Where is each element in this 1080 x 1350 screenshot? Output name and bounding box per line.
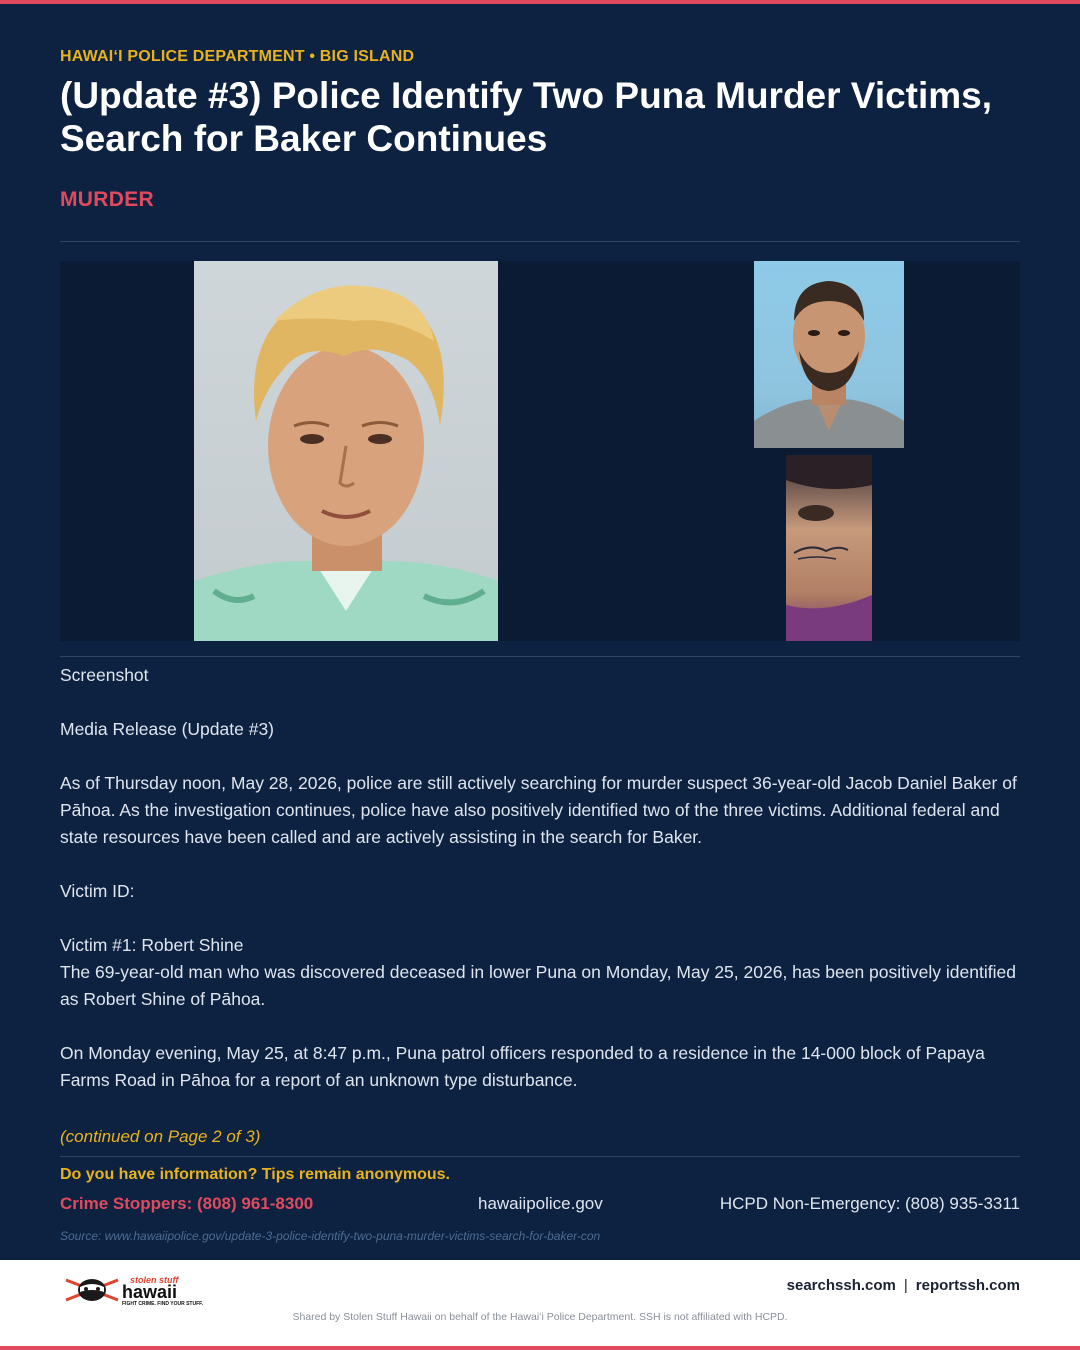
searchssh-link[interactable]: searchssh.com	[786, 1277, 896, 1294]
ssh-logo[interactable]	[64, 1272, 204, 1306]
victim-portrait-photo	[754, 261, 904, 448]
suspect-photo-illustration	[194, 261, 498, 641]
page-title: (Update #3) Police Identify Two Puna Murder Victims, Search for Baker Continues	[60, 75, 993, 159]
divider	[60, 241, 1020, 242]
link-separator: |	[903, 1277, 908, 1294]
police-website-link[interactable]: hawaiipolice.gov	[478, 1194, 603, 1213]
contact-row	[60, 1194, 1020, 1218]
category-label: MURDER	[60, 188, 154, 211]
tips-headline: Do you have information? Tips remain anonymous.	[60, 1166, 450, 1183]
footer	[0, 1260, 1080, 1346]
svg-text:stolen stuff: stolen stuff	[130, 1275, 179, 1285]
victim-id-heading: Victim ID:	[60, 881, 135, 901]
tattoo-photo-illustration	[786, 455, 872, 641]
victim-photo-illustration	[754, 261, 904, 448]
footer-links	[787, 1277, 1020, 1294]
divider	[60, 1156, 1020, 1157]
divider	[60, 656, 1020, 657]
paragraph: As of Thursday noon, May 28, 2026, police are still actively searching for murder suspect 36-year-old Jacob Daniel Baker of Pāhoa. As the investigation continues, police have also positively identified two of the three victims. Additional federal and state resources have been called and are actively assisting in the search for Baker.	[60, 773, 1017, 847]
continued-note: (continued on Page 2 of 3)	[60, 1127, 261, 1146]
ssh-logo-icon	[64, 1272, 204, 1306]
paragraph: On Monday evening, May 25, at 8:47 p.m., Puna patrol officers responded to a residence in the 14-000 block of Papaya Farms Road in Pāhoa for a report of an unknown type disturbance.	[60, 1043, 985, 1090]
svg-text:FIGHT CRIME. FIND YOUR STUFF.: FIGHT CRIME. FIND YOUR STUFF.	[122, 1301, 204, 1306]
non-emergency-phone[interactable]: HCPD Non-Emergency: (808) 935-3311	[719, 1194, 1020, 1213]
svg-text:hawaii: hawaii	[122, 1282, 178, 1302]
paragraph: The 69-year-old man who was discovered deceased in lower Puna on Monday, May 25, 2026, has been positively identified as Robert Shine of Pāhoa.	[60, 962, 1016, 1009]
crime-stoppers-phone[interactable]: Crime Stoppers: (808) 961-8300	[60, 1194, 314, 1213]
header	[60, 48, 1020, 212]
agency-label: HAWAIʻI POLICE DEPARTMENT • BIG ISLAND	[60, 48, 415, 65]
victim-1-heading: Victim #1: Robert Shine	[60, 935, 244, 955]
top-accent-bar	[0, 0, 1080, 4]
source-link[interactable]: Source: www.hawaiipolice.gov/update-3-police-identify-two-puna-murder-victims-search-for-baker-con	[60, 1229, 601, 1243]
suspect-booking-photo	[194, 261, 498, 641]
bottom-accent-bar	[0, 1346, 1080, 1350]
disclaimer: Shared by Stolen Stuff Hawaii on behalf of the Hawaiʻi Police Department. SSH is not affiliated with HCPD.	[292, 1311, 788, 1323]
tattoo-closeup-photo	[786, 455, 872, 641]
article-body	[60, 662, 1020, 1121]
screenshot-label: Screenshot	[60, 665, 149, 685]
release-heading: Media Release (Update #3)	[60, 719, 275, 739]
photo-panel	[60, 261, 1020, 641]
reportssh-link[interactable]: reportssh.com	[915, 1277, 1020, 1294]
